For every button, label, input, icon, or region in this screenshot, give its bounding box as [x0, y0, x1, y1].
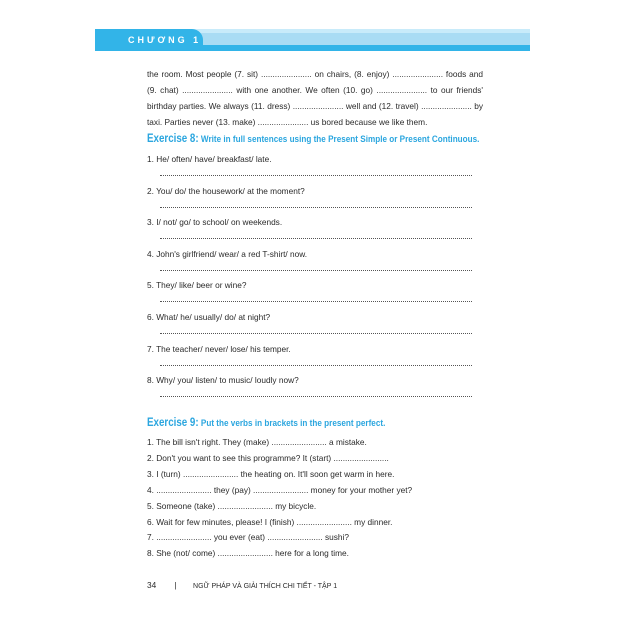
exercise-9-heading [147, 417, 385, 429]
exercise-9-item: 1. The bill isn't right. They (make) ........................ a mistake. [147, 437, 367, 447]
answer-line[interactable] [160, 365, 472, 366]
exercise-9-item: 7. ........................ you ever (eat) ........................ sushi? [147, 532, 349, 543]
exercise-8-item: 7. The teacher/ never/ lose/ his temper. [147, 343, 291, 354]
exercise-8-item: 2. You/ do/ the housework/ at the moment? [147, 185, 305, 196]
answer-line[interactable] [160, 301, 472, 302]
exercise-8-item: 1. He/ often/ have/ breakfast/ late. [147, 154, 272, 164]
exercise-9-item: 4. ........................ they (pay) ........................ money for your mother yet? [147, 484, 413, 495]
page-number: 34 [147, 580, 157, 590]
answer-line[interactable] [160, 175, 472, 176]
exercise-8-label: Exercise 8: [147, 133, 199, 145]
page-footer [147, 580, 337, 590]
exercise-8-item: 8. Why/ you/ listen/ to music/ loudly now? [147, 375, 299, 386]
exercise-8-heading [147, 133, 479, 145]
exercise-9-item: 5. Someone (take) ........................ my bicycle. [147, 500, 317, 511]
passage-text: the room. Most people (7. sit) ...................... on chairs, (8. enjoy) ...................... foods and (9. chat) ...................... with one another. We often (10. go) ...................... to our friends' birthday parties. We always (11. dress) ...................... well and (12. travel) ...................... by taxi. Parties never (13. make) ...................... us bored because we like them. [147, 69, 483, 127]
exercise-9-item: 6. Wait for few minutes, please! I (finish) ........................ my dinner. [147, 516, 393, 527]
chapter-label: CHƯƠNG 1 [95, 29, 203, 51]
exercise-8-item: 4. John's girlfriend/ wear/ a red T-shirt/ now. [147, 248, 308, 259]
exercise-8-item: 5. They/ like/ beer or wine? [147, 280, 247, 291]
exercise-8-item: 6. What/ he/ usually/ do/ at night? [147, 312, 271, 322]
exercise-9-item: 8. She (not/ come) ........................ here for a long time. [147, 548, 349, 559]
answer-line[interactable] [160, 207, 472, 208]
book-title: NGỮ PHÁP VÀ GIẢI THÍCH CHI TIẾT - TẬP 1 [193, 583, 338, 590]
answer-line[interactable] [160, 396, 472, 397]
answer-line[interactable] [160, 270, 472, 271]
exercise-9-item: 2. Don't you want to see this programme? It (start) ........................ [147, 452, 389, 463]
exercise-8-item: 3. I/ not/ go/ to school/ on weekends. [147, 217, 283, 228]
exercise-9-label: Exercise 9: [147, 417, 199, 429]
exercise-8-instruction: Write in full sentences using the Present Simple or Present Continuous. [200, 134, 480, 145]
answer-line[interactable] [160, 238, 472, 239]
exercise-9-instruction: Put the verbs in brackets in the present perfect. [200, 418, 386, 429]
exercise-9-item: 3. I (turn) ........................ the heating on. It'll soon get warm in here. [147, 468, 395, 479]
answer-line[interactable] [160, 333, 472, 334]
footer-separator: | [174, 580, 177, 590]
